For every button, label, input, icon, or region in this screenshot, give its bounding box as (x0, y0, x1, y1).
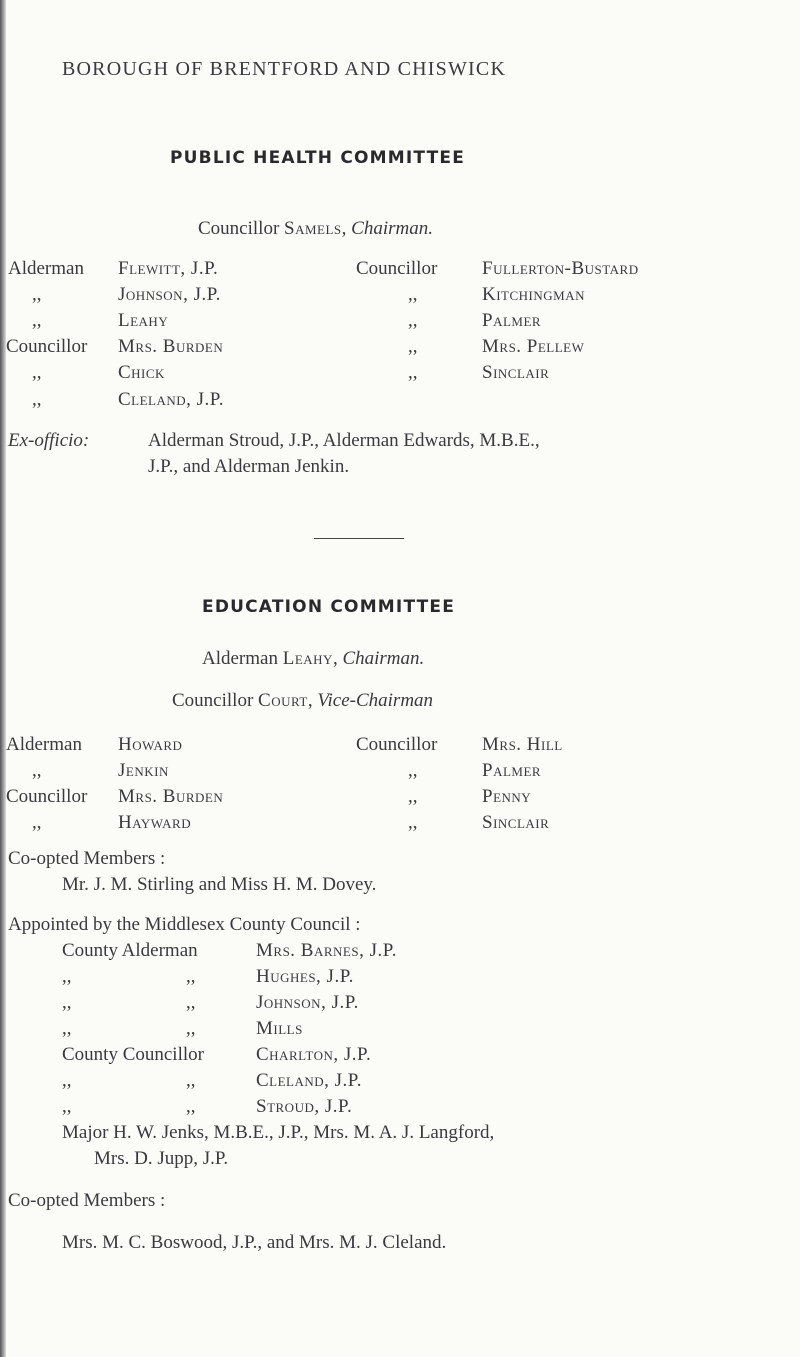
major-line1: Major H. W. Jenks, M.B.E., J.P., Mrs. M. A. J. Langford, (62, 1122, 495, 1143)
member-name: Sinclair (482, 362, 550, 383)
ditto-mark: ,, (186, 992, 196, 1013)
member-name: Howard (118, 734, 183, 755)
member-name: Mrs. Pellew (482, 336, 585, 357)
member-name: Palmer (482, 760, 542, 781)
education-heading: EDUCATION COMMITTEE (202, 597, 456, 617)
county-councillor-name: Stroud, J.P. (256, 1096, 353, 1117)
ditto-mark: ,, (408, 786, 418, 807)
member-name: Mrs. Hill (482, 734, 563, 755)
county-alderman-name: Mrs. Barnes, J.P. (256, 940, 397, 961)
ditto-mark: ,, (62, 1070, 72, 1091)
member-name: Kitchingman (482, 284, 585, 305)
public-health-heading: PUBLIC HEALTH COMMITTEE (170, 148, 466, 168)
section-divider (314, 538, 404, 539)
member-title: Councillor (356, 258, 438, 279)
member-name: Johnson, J.P. (118, 284, 221, 305)
ditto-mark: ,, (186, 1070, 196, 1091)
member-name: Hayward (118, 812, 192, 833)
ditto-mark: ,, (32, 760, 42, 781)
member-title: Alderman (8, 258, 84, 279)
ditto-mark: ,, (408, 284, 418, 305)
education-vice-chairman: Councillor Court, Vice-Chairman (172, 690, 434, 711)
ditto-mark: ,, (186, 966, 196, 987)
ditto-mark: ,, (408, 760, 418, 781)
county-councillor-title: County Councillor (62, 1044, 204, 1065)
member-name: Flewitt, J.P. (118, 258, 219, 279)
member-name: Mrs. Burden (118, 336, 224, 357)
borough-title: BOROUGH OF BRENTFORD AND CHISWICK (62, 58, 507, 80)
member-name: Chick (118, 362, 165, 383)
ditto-mark: ,, (62, 1018, 72, 1039)
coopted-line: Mr. J. M. Stirling and Miss H. M. Dovey. (62, 874, 377, 895)
ditto-mark: ,, (32, 389, 42, 410)
ditto-mark: ,, (408, 812, 418, 833)
ditto-mark: ,, (186, 1018, 196, 1039)
member-title: Councillor (356, 734, 438, 755)
ditto-mark: ,, (32, 310, 42, 331)
member-name: Cleland, J.P. (118, 389, 225, 410)
ex-officio-line2: J.P., and Alderman Jenkin. (148, 456, 350, 477)
county-alderman-name: Johnson, J.P. (256, 992, 359, 1013)
coopted-label: Co-opted Members : (8, 848, 166, 869)
county-councillor-name: Charlton, J.P. (256, 1044, 372, 1065)
county-alderman-name: Mills (256, 1018, 303, 1039)
member-name: Sinclair (482, 812, 550, 833)
member-title: Councillor (6, 786, 88, 807)
member-title: Alderman (6, 734, 82, 755)
member-name: Fullerton-Bustard (482, 258, 639, 279)
county-alderman-title: County Alderman (62, 940, 198, 961)
ditto-mark: ,, (32, 362, 42, 383)
public-health-chairman: Councillor Samels, Chairman. (198, 218, 433, 239)
ditto-mark: ,, (186, 1096, 196, 1117)
member-name: Jenkin (118, 760, 169, 781)
ex-officio-line1: Alderman Stroud, J.P., Alderman Edwards, M.B.E., (148, 430, 540, 451)
coopted2-label: Co-opted Members : (8, 1190, 166, 1211)
ditto-mark: ,, (408, 310, 418, 331)
county-councillor-name: Cleland, J.P. (256, 1070, 363, 1091)
member-title: Councillor (6, 336, 88, 357)
ditto-mark: ,, (32, 284, 42, 305)
member-name: Palmer (482, 310, 542, 331)
education-chairman: Alderman Leahy, Chairman. (202, 648, 425, 669)
appointed-label: Appointed by the Middlesex County Council : (8, 914, 361, 935)
coopted2-line: Mrs. M. C. Boswood, J.P., and Mrs. M. J. Cleland. (62, 1232, 447, 1253)
ditto-mark: ,, (32, 812, 42, 833)
ditto-mark: ,, (408, 336, 418, 357)
ditto-mark: ,, (62, 992, 72, 1013)
ditto-mark: ,, (62, 1096, 72, 1117)
member-name: Leahy (118, 310, 169, 331)
county-alderman-name: Hughes, J.P. (256, 966, 354, 987)
ex-officio-label: Ex-officio: (8, 430, 90, 451)
page-binding-edge (0, 0, 6, 1357)
ditto-mark: ,, (62, 966, 72, 987)
member-name: Penny (482, 786, 532, 807)
ditto-mark: ,, (408, 362, 418, 383)
member-name: Mrs. Burden (118, 786, 224, 807)
major-line2: Mrs. D. Jupp, J.P. (94, 1148, 229, 1169)
